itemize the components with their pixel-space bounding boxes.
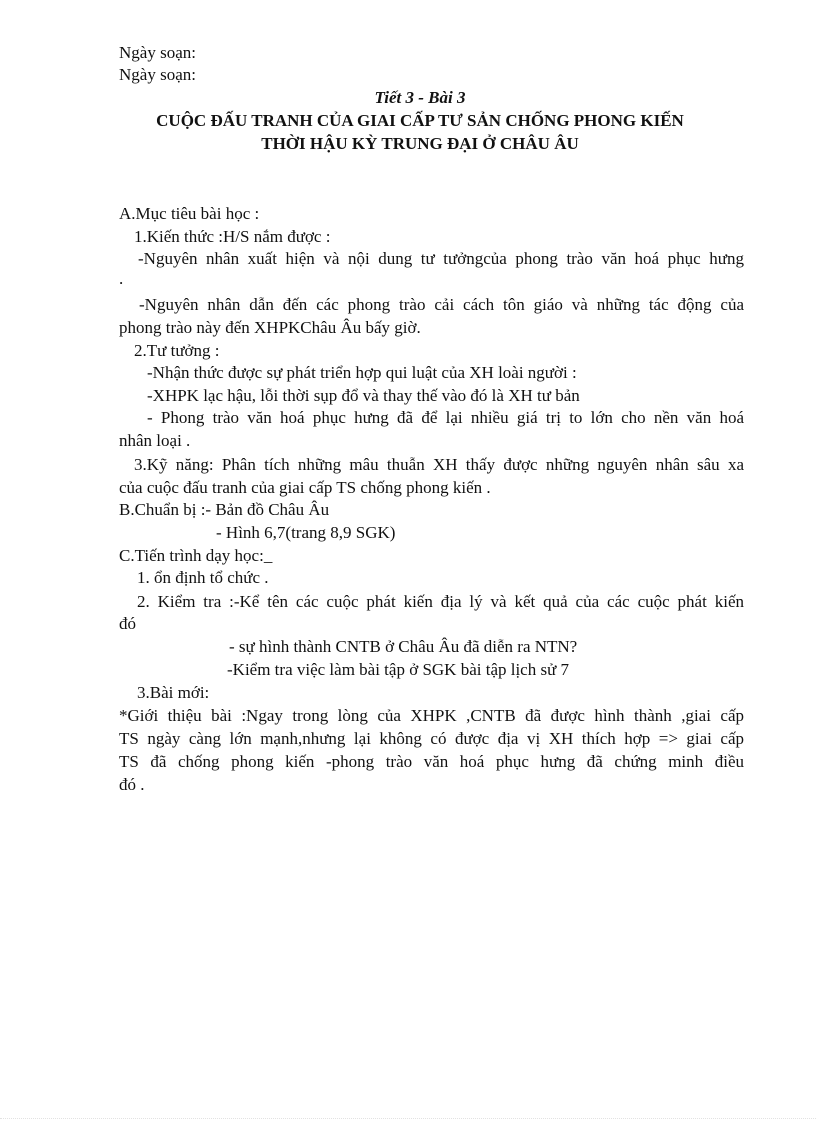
step-2-item-2: - sự hình thành CNTB ở Châu Âu đã diễn ra NTN? — [229, 637, 578, 656]
page-bottom-divider — [0, 1118, 816, 1119]
date-line-2: Ngày soạn: — [119, 65, 196, 84]
intro-line-2: TS ngày càng lớn mạnh,nhưng lại không có được địa vị XH thích hợp => giai cấp — [119, 729, 744, 748]
attitude-item-3-line-2: nhân loại . — [119, 431, 191, 450]
knowledge-heading: 1.Kiến thức :H/S nắm được : — [134, 227, 331, 246]
skills-line-2: của cuộc đấu tranh của giai cấp TS chống phong kiến . — [119, 478, 491, 497]
attitude-item-1: -Nhận thức được sự phát triển hợp qui luật của XH loài người : — [147, 363, 577, 382]
section-c-heading: C.Tiến trình dạy học:_ — [119, 546, 273, 565]
knowledge-item-2-line-2: phong trào này đến XHPKChâu Âu bấy giờ. — [119, 318, 421, 337]
skills-line-1: 3.Kỹ năng: Phân tích những mâu thuẫn XH thấy được những nguyên nhân sâu xa — [134, 455, 744, 474]
lesson-title-line-2: THỜI HẬU KỲ TRUNG ĐẠI Ở CHÂU ÂU — [261, 134, 579, 153]
intro-line-1: *Giới thiệu bài :Ngay trong lòng của XHPK ,CNTB đã được hình thành ,giai cấp — [119, 706, 744, 725]
attitude-item-3-line-1: - Phong trào văn hoá phục hưng đã để lại nhiều giá trị to lớn cho nền văn hoá — [147, 408, 744, 427]
knowledge-item-1: -Nguyên nhân xuất hiện và nội dung tư tưởngcủa phong trào văn hoá phục hưng — [138, 249, 744, 268]
step-2-line-1: 2. Kiểm tra :-Kể tên các cuộc phát kiến địa lý và kết quả của các cuộc phát kiến — [137, 592, 744, 611]
knowledge-item-1-end: . — [119, 269, 124, 288]
intro-line-3: TS đã chống phong kiến -phong trào văn hoá phục hưng đã chứng minh điều — [119, 752, 744, 771]
attitude-item-2: -XHPK lạc hậu, lỗi thời sụp đổ và thay thế vào đó là XH tư bản — [147, 386, 580, 405]
step-3: 3.Bài mới: — [137, 683, 210, 702]
lesson-title-line-1: CUỘC ĐẤU TRANH CỦA GIAI CẤP TƯ SẢN CHỐNG PHONG KIẾN — [156, 111, 684, 130]
preparation-line-1: B.Chuẩn bị :- Bản đồ Châu Âu — [119, 500, 330, 519]
preparation-line-2: - Hình 6,7(trang 8,9 SGK) — [216, 523, 396, 542]
knowledge-item-2-line-1: -Nguyên nhân dẫn đến các phong trào cải cách tôn giáo và những tác động của — [139, 295, 744, 314]
attitude-heading: 2.Tư tưởng : — [134, 341, 220, 360]
step-1: 1. ổn định tổ chức . — [137, 568, 269, 587]
step-2-item-3: -Kiểm tra việc làm bài tập ở SGK bài tập lịch sử 7 — [227, 660, 570, 679]
lesson-number: Tiết 3 - Bài 3 — [374, 88, 466, 107]
date-line-1: Ngày soạn: — [119, 43, 196, 62]
step-2-line-2: đó — [119, 614, 136, 633]
section-a-heading: A.Mục tiêu bài học : — [119, 204, 260, 223]
intro-line-4: đó . — [119, 775, 145, 794]
